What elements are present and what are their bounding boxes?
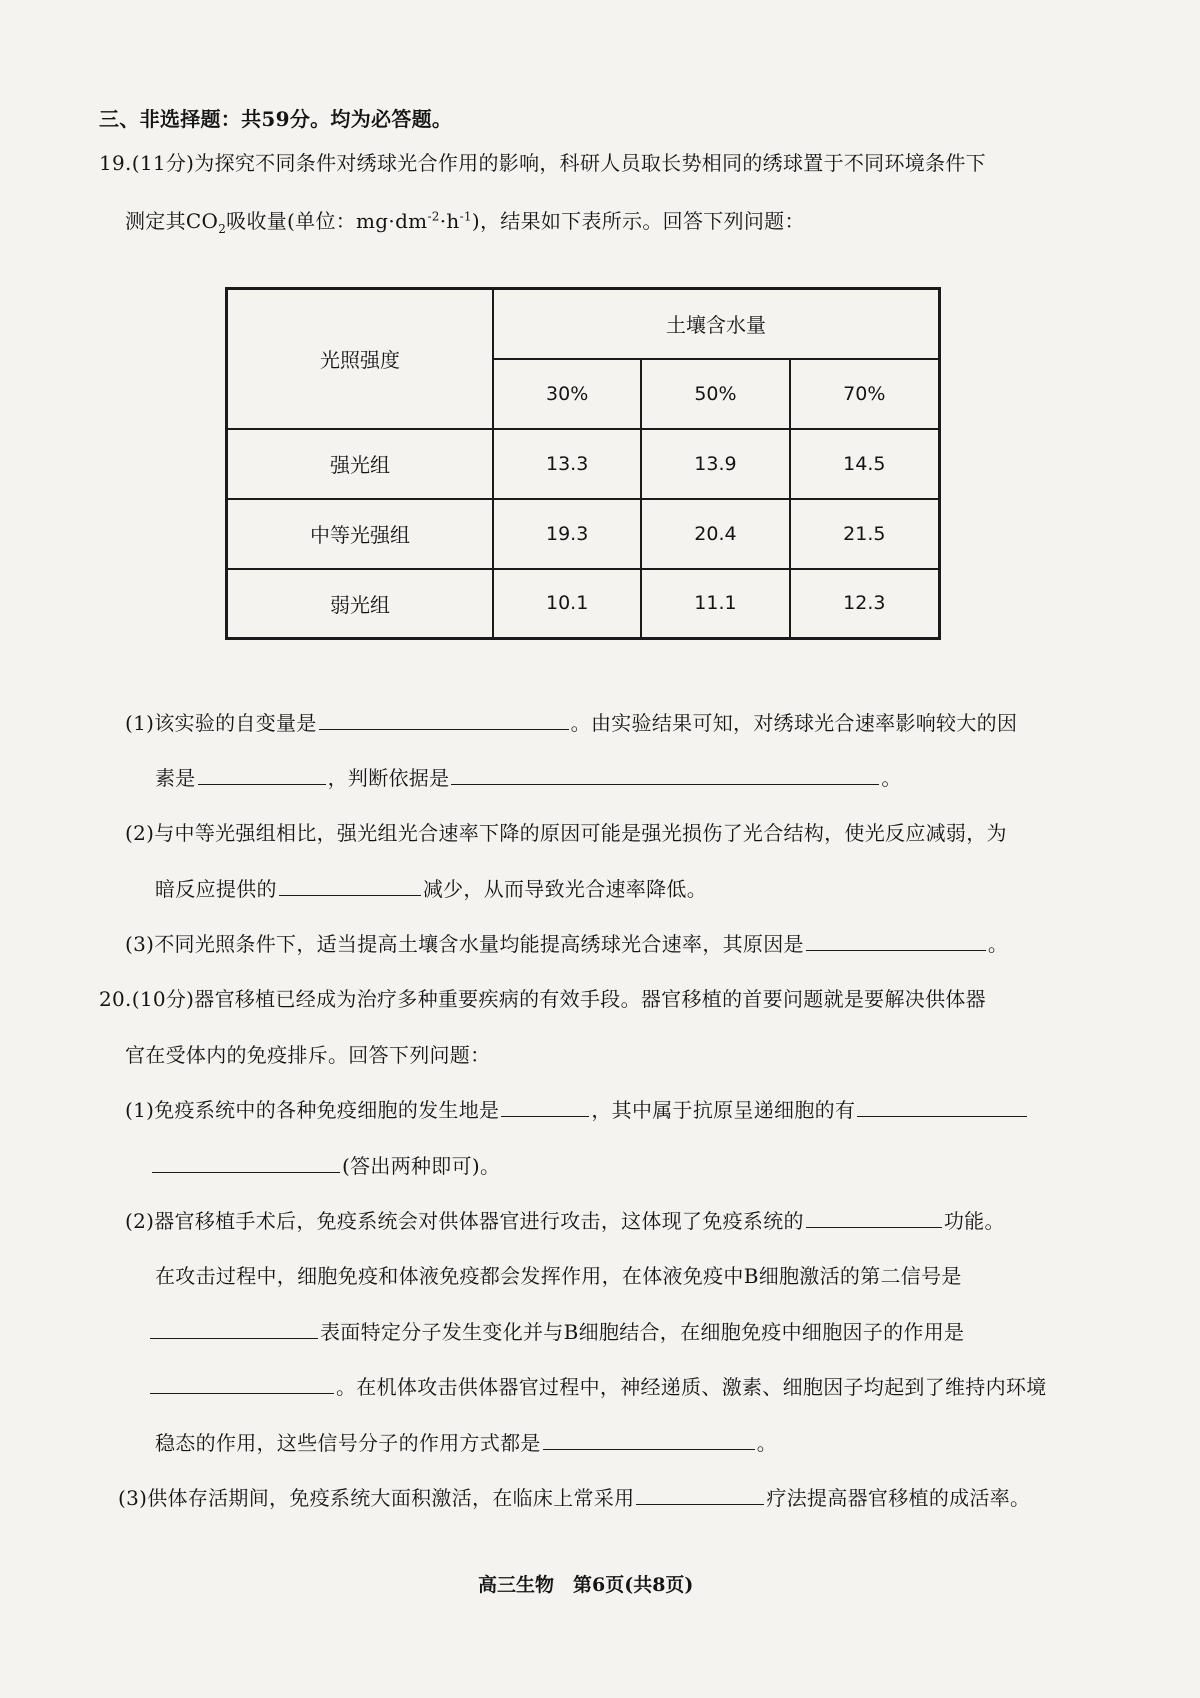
table-row-label: 弱光组 <box>227 569 494 639</box>
table-row <box>227 429 940 499</box>
q19-part2-line1: (2)与中等光强组相比，强光组光合速率下降的原因可能是强光损伤了光合结构，使光反应减弱，为 <box>125 821 1007 845</box>
page-footer: 高三生物 第6页(共8页) <box>478 1574 694 1596</box>
q19-intro-line2: 测定其$CO_2$吸收量(单位：$mg\cdot dm^{-2}\cdot h^{-1}$)，结果如下表所示。回答下列问题： <box>125 209 805 236</box>
q20-part2-line1: (2)器官移植手术后，免疫系统会对供体器官进行攻击，这体现了免疫系统的 功能。 <box>125 1209 1005 1233</box>
q20-part2-line4: 。在机体攻击供体器官过程中，神经递质、激素、细胞因子均起到了维持内环境 <box>148 1371 1047 1400</box>
table-cell: 14.5 <box>790 429 940 499</box>
q20-part2-line2: 在攻击过程中，细胞免疫和体液免疫都会发挥作用，在体液免疫中B细胞激活的第二信号是 <box>155 1264 962 1288</box>
q19-part1-line1: (1)该实验的自变量是 。由实验结果可知，对绣球光合速率影响较大的因 <box>125 711 1018 735</box>
table-cell: 13.9 <box>641 429 789 499</box>
answer-blank[interactable] <box>150 1375 334 1394</box>
table-row-label: 中等光强组 <box>227 499 494 569</box>
answer-blank[interactable] <box>806 932 986 951</box>
q20-part2-line5: 稳态的作用，这些信号分子的作用方式都是 。 <box>155 1431 778 1455</box>
answer-blank[interactable] <box>152 1154 340 1173</box>
table-col-header: 50% <box>641 359 789 429</box>
q20-intro-line1: 20.(10分)器官移植已经成为治疗多种重要疾病的有效手段。器官移植的首要问题就是要解决供体器 <box>99 987 986 1011</box>
table-cell: 19.3 <box>493 499 641 569</box>
q19-part3: (3)不同光照条件下，适当提高土壤含水量均能提高绣球光合速率，其原因是 。 <box>125 932 1009 956</box>
table-col-group-header: 土壤含水量 <box>493 289 940 359</box>
table-col-header: 70% <box>790 359 940 429</box>
table-row-header: 光照强度 <box>227 289 494 429</box>
q20-part2-line3: 表面特定分子发生变化并与B细胞结合，在细胞免疫中细胞因子的作用是 <box>148 1316 964 1345</box>
answer-blank[interactable] <box>319 711 569 730</box>
table-col-header: 30% <box>493 359 641 429</box>
q20-part1-line2: (答出两种即可)。 <box>150 1150 500 1179</box>
table-row <box>227 499 940 569</box>
table-row <box>227 569 940 639</box>
answer-blank[interactable] <box>806 1209 942 1228</box>
q19-part2-line2: 暗反应提供的 减少，从而导致光合速率降低。 <box>155 877 708 901</box>
q19-part1-line2: 素是 ，判断依据是 。 <box>155 766 902 790</box>
answer-blank[interactable] <box>857 1098 1027 1117</box>
q20-part3: (3)供体存活期间，免疫系统大面积激活，在临床上常采用 疗法提高器官移植的成活率。 <box>118 1486 1031 1510</box>
table-cell: 21.5 <box>790 499 940 569</box>
table-cell: 12.3 <box>790 569 940 639</box>
table-row-label: 强光组 <box>227 429 494 499</box>
q19-number: 19. <box>99 151 132 175</box>
q20-part1-line1: (1)免疫系统中的各种免疫细胞的发生地是 ，其中属于抗原呈递细胞的有 <box>125 1094 1029 1123</box>
answer-blank[interactable] <box>543 1431 755 1450</box>
q19-intro-line1 <box>99 147 986 176</box>
answer-blank[interactable] <box>198 766 326 785</box>
photosynthesis-table <box>225 287 941 640</box>
answer-blank[interactable] <box>451 766 879 785</box>
answer-blank[interactable] <box>501 1098 589 1117</box>
table-cell: 11.1 <box>641 569 789 639</box>
q19-intro-text: (11分)为探究不同条件对绣球光合作用的影响，科研人员取长势相同的绣球置于不同环境条件下 <box>131 151 986 175</box>
answer-blank[interactable] <box>636 1486 764 1505</box>
table-cell: 10.1 <box>493 569 641 639</box>
q20-number: 20. <box>99 987 132 1011</box>
q20-intro-line2: 官在受体内的免疫排斥。回答下列问题： <box>125 1043 491 1067</box>
answer-blank[interactable] <box>279 877 421 896</box>
table-cell: 20.4 <box>641 499 789 569</box>
table-cell: 13.3 <box>493 429 641 499</box>
section-header: 三、非选择题：共59分。均为必答题。 <box>99 107 453 131</box>
answer-blank[interactable] <box>150 1320 318 1339</box>
